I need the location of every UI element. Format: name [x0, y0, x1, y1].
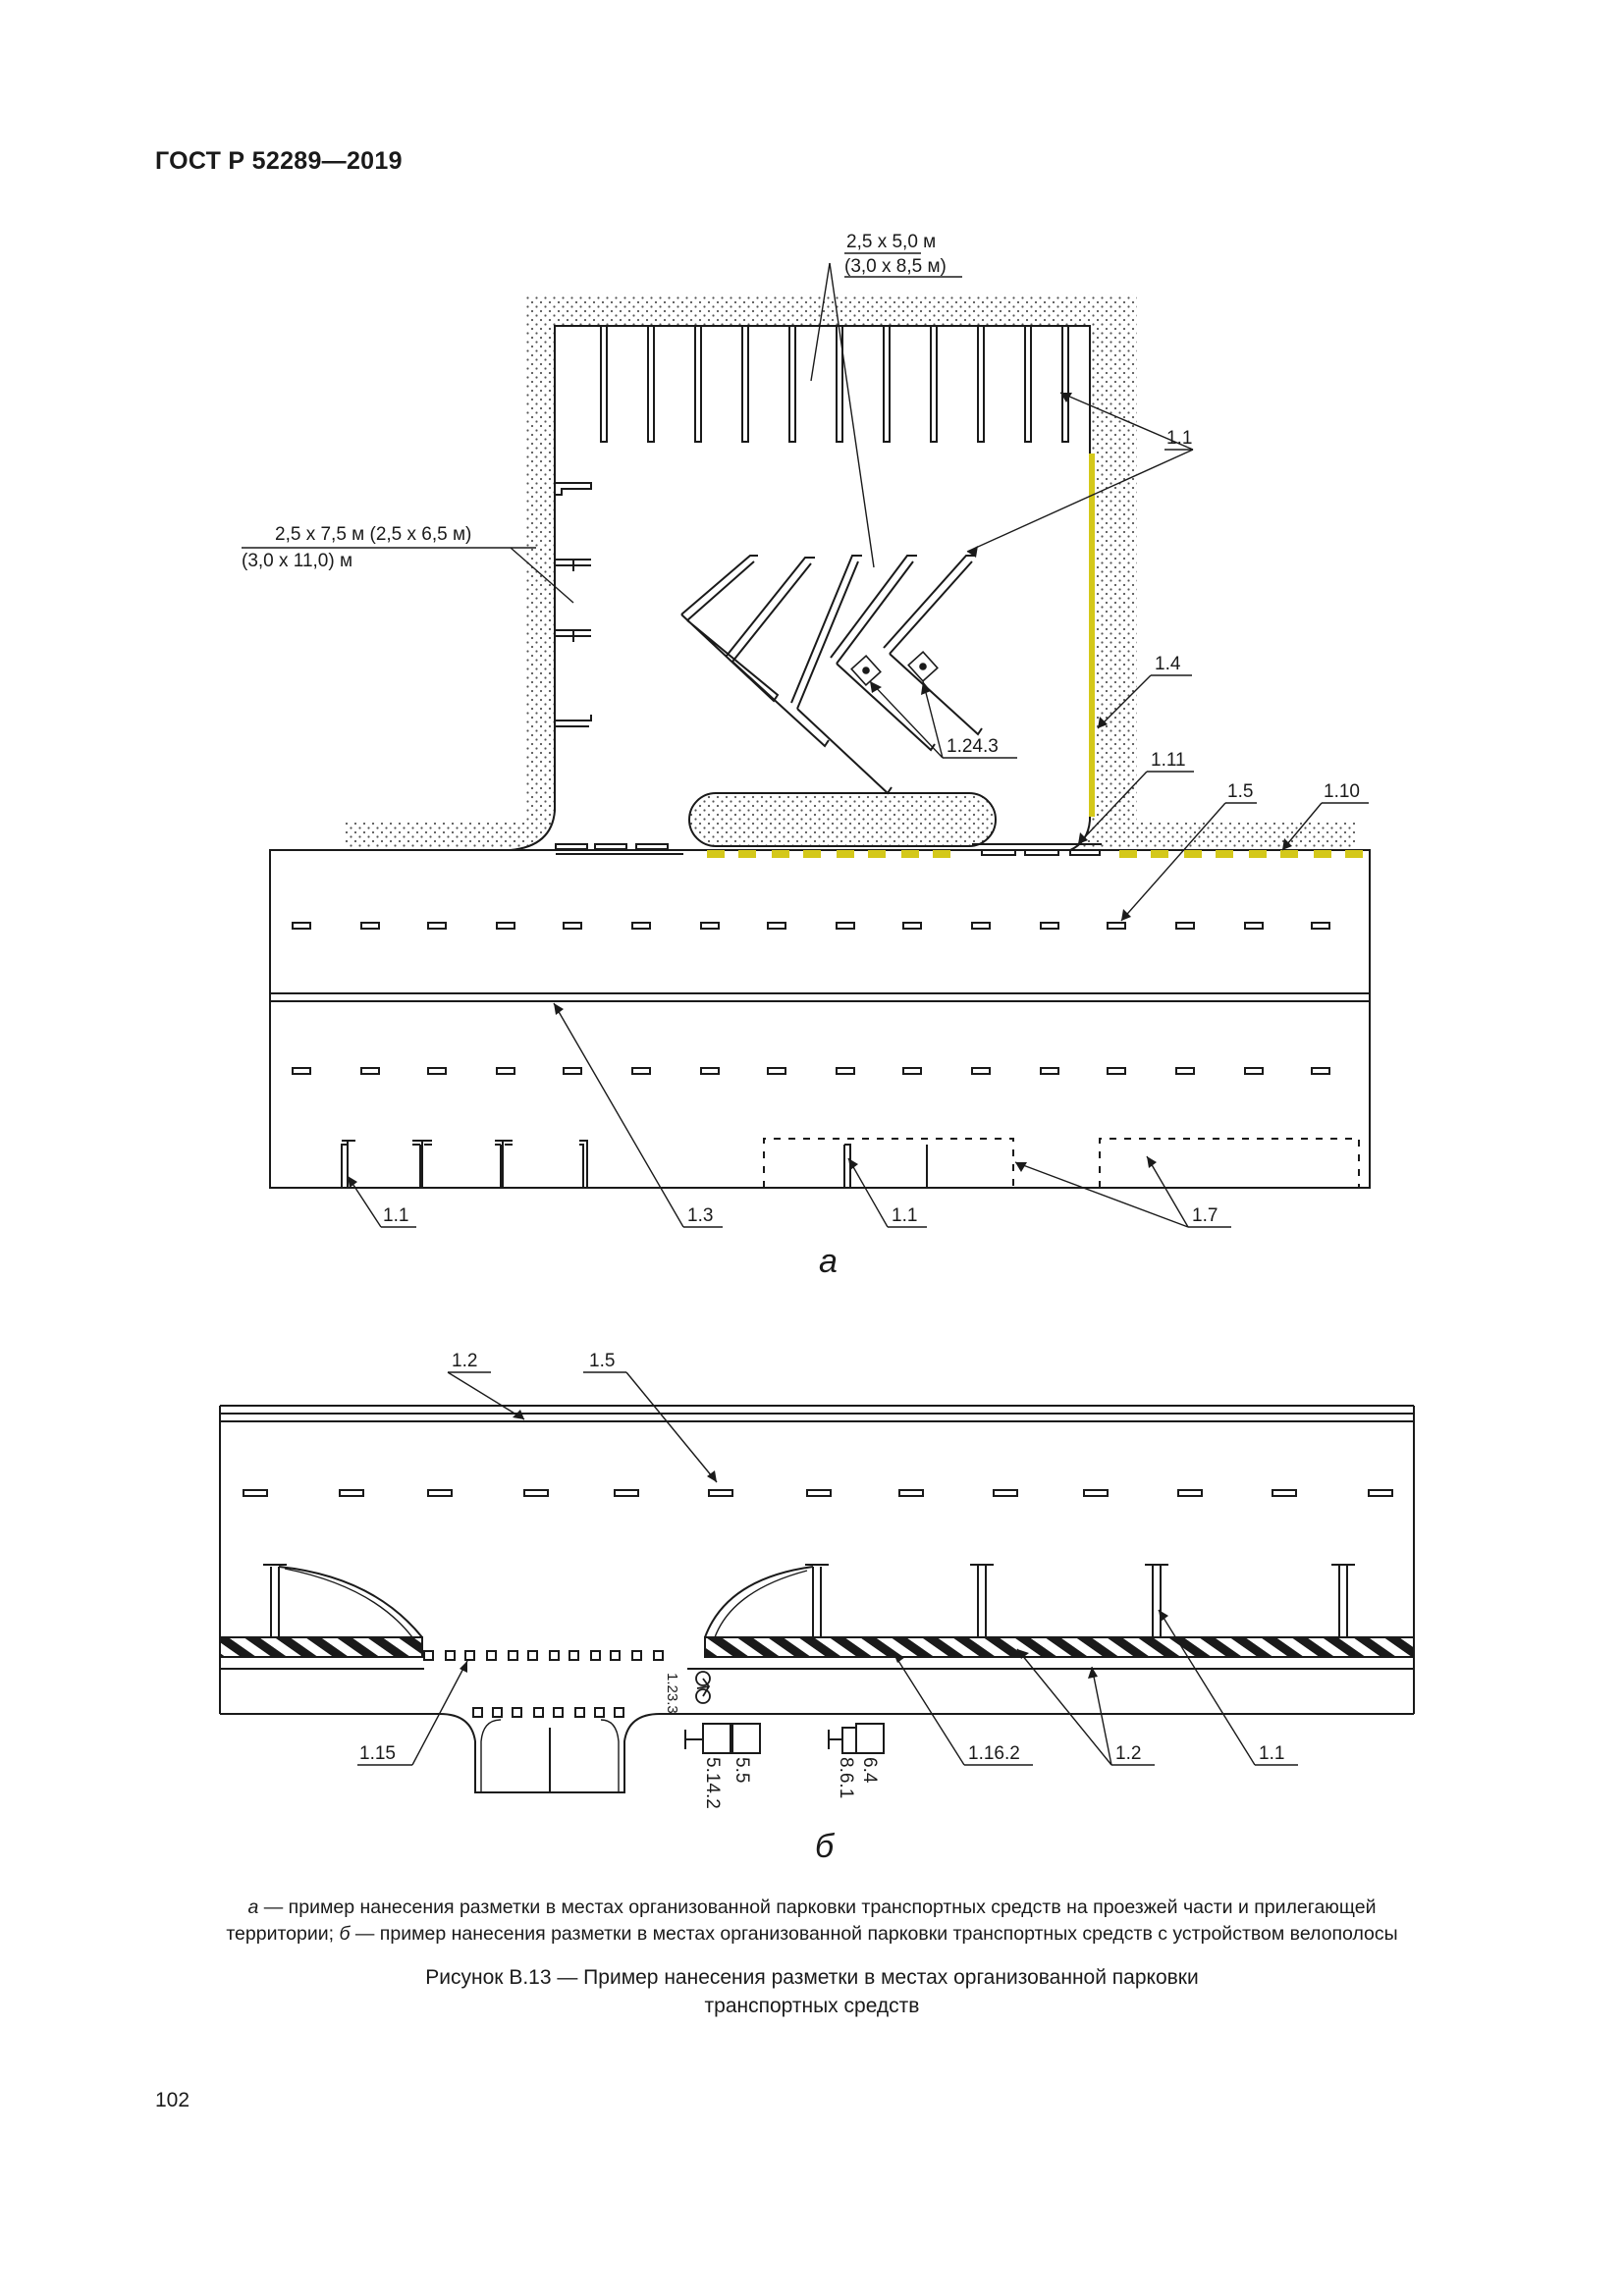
sidewalk-area [525, 296, 1357, 850]
label-b-1-2-top: 1.2 [452, 1351, 478, 1371]
angled-stalls [681, 556, 982, 793]
label-a-1-7: 1.7 [1192, 1205, 1218, 1226]
hatched-buffer-left [220, 1637, 422, 1657]
label-b-1-5: 1.5 [589, 1351, 616, 1371]
bike-crossing-squares [424, 1651, 663, 1717]
label-stall-left-2: (3,0 х 11,0) м [242, 551, 353, 571]
lane-dashes-b [244, 1490, 1392, 1496]
sign-5-5 [732, 1724, 760, 1753]
lane-dashes-lower [293, 1068, 1329, 1074]
label-sign-5-5: 5.5 [731, 1757, 752, 1784]
figure-title [196, 1963, 1428, 2020]
disabled-parking-marks [851, 652, 938, 685]
label-b-1-23-3: 1.23.3 [664, 1673, 680, 1714]
traffic-island [689, 793, 996, 846]
sign-6-4 [856, 1724, 884, 1753]
figure-title-line2: транспортных средств [704, 1995, 920, 2017]
yellow-dashes-middle [707, 850, 950, 858]
label-a-1-1-left: 1.1 [383, 1205, 409, 1226]
sign-8-6-1 [842, 1728, 856, 1753]
figure-b-sublabel: б [815, 1828, 835, 1865]
label-a-1-5: 1.5 [1227, 781, 1254, 802]
territory-border-fill [344, 294, 1357, 850]
figure-a-sublabel: а [819, 1243, 838, 1280]
label-sign-6-4: 6.4 [859, 1757, 880, 1784]
label-a-1-1-mid: 1.1 [892, 1205, 918, 1226]
label-sign-5-14-2: 5.14.2 [702, 1757, 723, 1809]
page-number: 102 [155, 2089, 190, 2111]
label-b-1-15: 1.15 [359, 1743, 396, 1764]
hatched-buffer-right [705, 1637, 1414, 1657]
leader-lines-a [242, 253, 1369, 1227]
label-stall-top-2: (3,0 х 8,5 м) [844, 256, 947, 277]
road-signs [685, 1724, 884, 1753]
label-a-1-3: 1.3 [687, 1205, 714, 1226]
road-a [270, 850, 1370, 1188]
figure-caption-description [196, 1895, 1428, 1948]
label-b-1-2-bottom: 1.2 [1115, 1743, 1142, 1764]
leader-lines-b [357, 1372, 1298, 1765]
caption-letter-b: б [339, 1923, 351, 1945]
label-sign-8-6-1: 8.6.1 [836, 1757, 856, 1799]
label-stall-left-1: 2,5 х 7,5 м (2,5 х 6,5 м) [275, 524, 472, 545]
caption-text-a: — пример нанесения разметки в местах организованной парковки транспортных средств на проезжей части и прилегающей территории; [226, 1896, 1377, 1945]
caption-text-b: — пример нанесения разметки в местах организованной парковки транспортных средств с устройством велополосы [350, 1923, 1398, 1945]
label-a-1-24-3: 1.24.3 [947, 736, 999, 757]
yellow-dashes-right [1119, 850, 1363, 858]
label-b-1-16-2: 1.16.2 [968, 1743, 1020, 1764]
parking-lot-outline [511, 326, 1090, 850]
label-a-1-11: 1.11 [1151, 750, 1186, 771]
bottom-stall-marks [342, 1141, 587, 1188]
bicycle-icon [696, 1672, 710, 1703]
perpendicular-stalls [601, 326, 1068, 442]
sign-5-14-2 [703, 1724, 731, 1753]
label-a-1-4: 1.4 [1155, 654, 1181, 674]
label-a-1-10: 1.10 [1324, 781, 1360, 802]
entry-markings-left [556, 844, 683, 854]
label-stall-top-1: 2,5 х 5,0 м [846, 232, 937, 252]
figure-title-line1: Рисунок В.13 — Пример нанесения разметки в местах организованной парковки [425, 1966, 1199, 1989]
label-b-1-1: 1.1 [1259, 1743, 1285, 1764]
lane-dashes-upper [293, 923, 1329, 929]
label-a-1-1-top: 1.1 [1166, 428, 1193, 449]
document-code-header: ГОСТ Р 52289—2019 [155, 147, 403, 175]
figure-a [242, 216, 1370, 1227]
caption-letter-a: а [247, 1896, 259, 1918]
left-parallel-stalls [555, 483, 591, 726]
figure-b [220, 1372, 1414, 1792]
arrowheads-a [348, 393, 1292, 1188]
t-marks-b [970, 1565, 1355, 1637]
